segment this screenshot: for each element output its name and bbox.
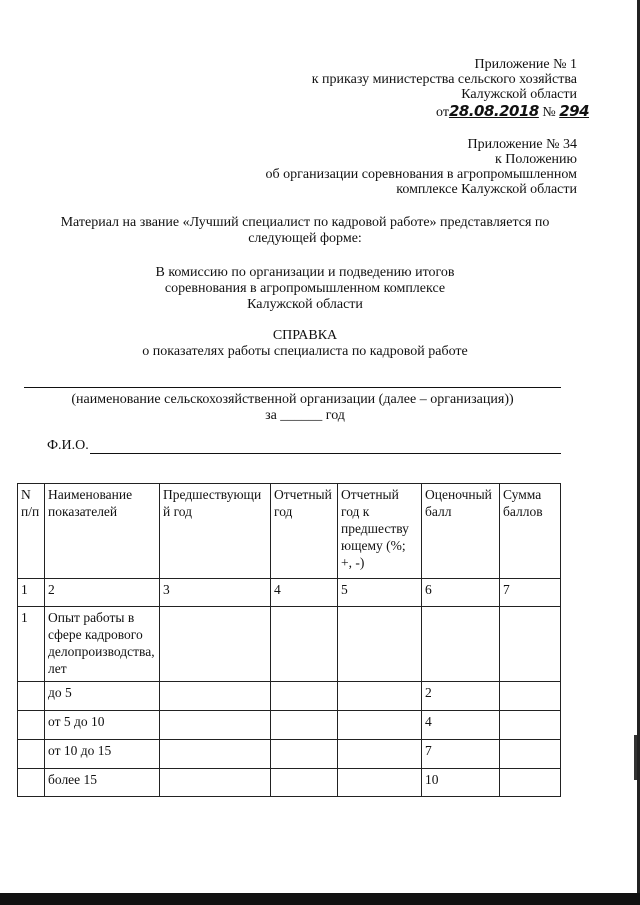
commission-line-1: В комиссию по организации и подведению итогов [155, 265, 455, 280]
indicator-name-cell: Опыт работы в сфере кадрового делопроизводства, лет [45, 607, 160, 682]
column-number-cell: 2 [45, 579, 160, 607]
region-line: Калужской области [461, 87, 577, 102]
prev-year-cell [160, 740, 271, 769]
current-year-cell [271, 711, 338, 740]
document-title: СПРАВКА [272, 328, 338, 343]
organization-caption: (наименование сельскохозяйственной организации (далее – организация)) [71, 392, 514, 407]
sum-cell [500, 740, 561, 769]
current-year-cell [271, 682, 338, 711]
score-cell: 4 [422, 711, 500, 740]
column-number-cell: 5 [338, 579, 422, 607]
column-number-cell: 4 [271, 579, 338, 607]
regulation-ref: к Положению [494, 152, 577, 167]
organization-blank-line [24, 387, 561, 388]
regulation-complex: комплексе Калужской области [396, 182, 577, 197]
column-number-cell: 6 [422, 579, 500, 607]
prev-year-cell [160, 711, 271, 740]
score-cell: 7 [422, 740, 500, 769]
score-cell [422, 607, 500, 682]
current-year-cell [271, 607, 338, 682]
sum-cell [500, 769, 561, 797]
header-cell: Предшествующий год [160, 484, 271, 579]
row-number-cell: 1 [18, 607, 45, 682]
date-prefix: от [436, 105, 449, 120]
prev-year-cell [160, 607, 271, 682]
header-cell: Оценочный балл [422, 484, 500, 579]
document-subtitle: о показателях работы специалиста по кадровой работе [142, 344, 468, 359]
appendix-1-label: Приложение № 1 [474, 57, 577, 72]
row-number-cell [18, 711, 45, 740]
indicator-name-cell: от 5 до 10 [45, 711, 160, 740]
score-cell: 2 [422, 682, 500, 711]
fio-blank-line [90, 453, 561, 454]
table-header-row [18, 484, 561, 579]
scan-edge-bottom [0, 893, 640, 905]
indicator-name-cell: от 10 до 15 [45, 740, 160, 769]
header-cell: N п/п [18, 484, 45, 579]
handwritten-date: 28.08.2018 [448, 102, 539, 120]
table-row [18, 769, 561, 797]
number-prefix: № [542, 105, 556, 120]
sum-cell [500, 682, 561, 711]
sum-cell [500, 711, 561, 740]
regulation-about: об организации соревнования в агропромышленном [265, 167, 577, 182]
table-row [18, 607, 561, 682]
ratio-cell [338, 607, 422, 682]
current-year-cell [271, 740, 338, 769]
row-number-cell [18, 740, 45, 769]
current-year-cell [271, 769, 338, 797]
fio-label: Ф.И.О. [47, 438, 89, 453]
table-row [18, 711, 561, 740]
indicator-name-cell: более 15 [45, 769, 160, 797]
table-row [18, 740, 561, 769]
indicator-name-cell: до 5 [45, 682, 160, 711]
order-date-number [436, 103, 589, 121]
column-number-row [18, 579, 561, 607]
column-number-cell: 7 [500, 579, 561, 607]
sum-cell [500, 607, 561, 682]
ratio-cell [338, 769, 422, 797]
year-line: за ______ год [265, 408, 345, 423]
appendix-34-label: Приложение № 34 [467, 137, 577, 152]
score-cell: 10 [422, 769, 500, 797]
indicators-table [17, 483, 561, 797]
table-row [18, 682, 561, 711]
header-cell: Отчетный год [271, 484, 338, 579]
ratio-cell [338, 711, 422, 740]
header-cell: Сумма баллов [500, 484, 561, 579]
column-number-cell: 1 [18, 579, 45, 607]
commission-line-2: соревнования в агропромышленном комплексе [164, 281, 446, 296]
handwritten-number: 294 [559, 102, 590, 120]
column-number-cell: 3 [160, 579, 271, 607]
row-number-cell [18, 769, 45, 797]
header-cell: Наименование показателей [45, 484, 160, 579]
order-line: к приказу министерства сельского хозяйства [311, 72, 577, 87]
prev-year-cell [160, 769, 271, 797]
prev-year-cell [160, 682, 271, 711]
ratio-cell [338, 682, 422, 711]
header-cell: Отчетный год к предшествующему (%; +, -) [338, 484, 422, 579]
intro-line-1: Материал на звание «Лучший специалист по кадровой работе» представляется по [60, 215, 550, 230]
row-number-cell [18, 682, 45, 711]
intro-line-2: следующей форме: [248, 231, 362, 246]
ratio-cell [338, 740, 422, 769]
commission-line-3: Калужской области [247, 297, 363, 312]
